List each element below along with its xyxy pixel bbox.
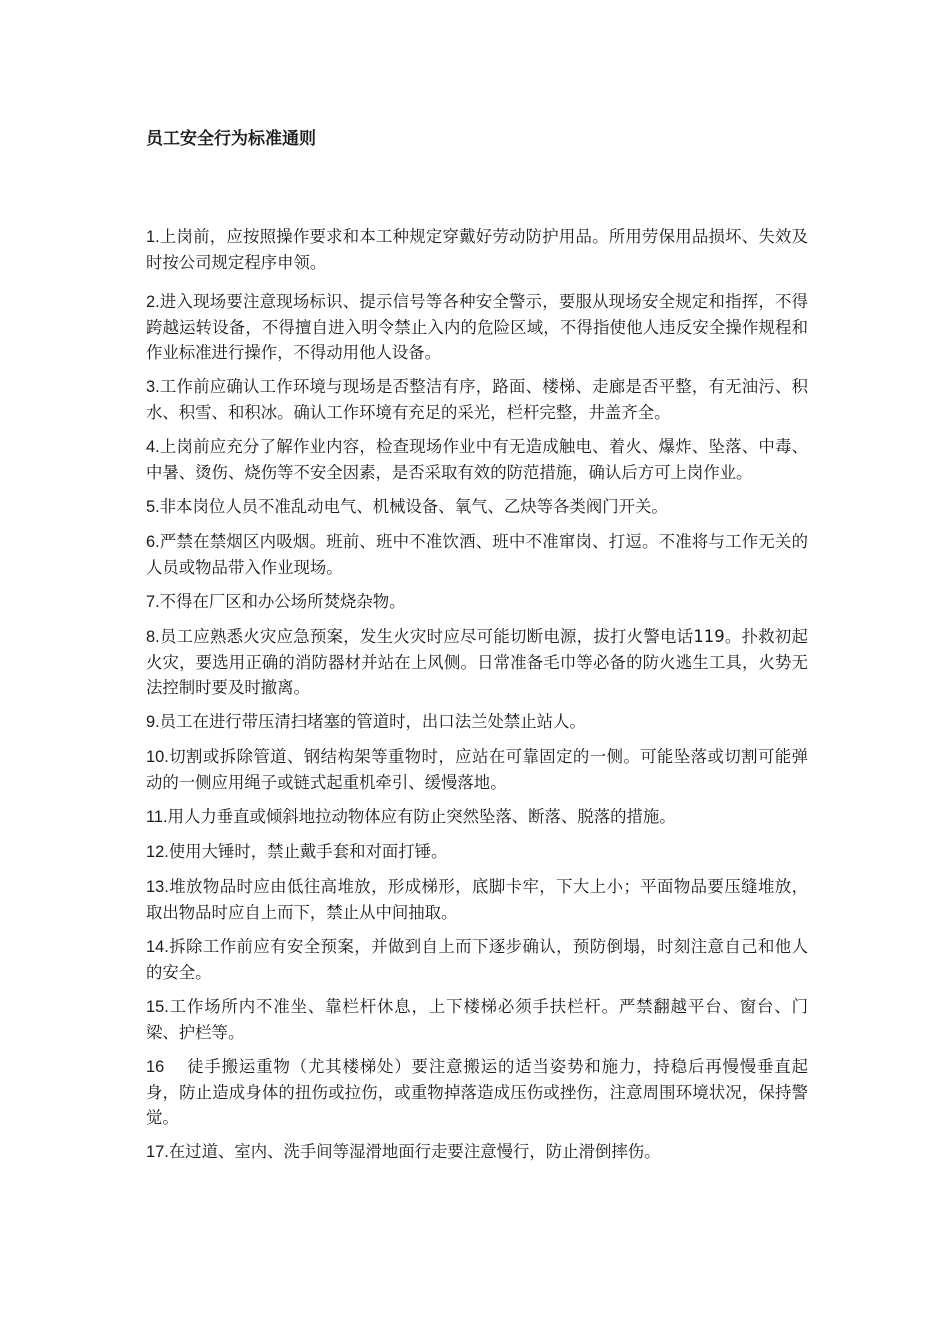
rule-number: 15. <box>146 998 169 1016</box>
rule-item <box>146 529 808 580</box>
rule-text: 员工应熟悉火灾应急预案，发生火灾时应尽可能切断电源，拔打火警电话119。扑救初起火灾，要选用正确的消防器材并站在上风侧。日常准备毛巾等必备的防火逃生工具，火势无法控制时要及时撤离。 <box>146 627 808 697</box>
rule-item <box>146 434 808 485</box>
rule-text: 堆放物品时应由低往高堆放，形成梯形，底脚卡牢，下大上小；平面物品要压缝堆放，取出物品时应自上而下，禁止从中间抽取。 <box>146 877 808 922</box>
rules-list <box>146 224 808 1174</box>
rule-text: 严禁在禁烟区内吸烟。班前、班中不准饮酒、班中不准窜岗、打逗。不准将与工作无关的人员或物品带入作业现场。 <box>146 532 808 577</box>
rule-number: 5. <box>146 498 160 516</box>
rule-number: 10. <box>146 748 169 766</box>
rule-text: 工作场所内不准坐、靠栏杆休息，上下楼梯必须手扶栏杆。严禁翻越平台、窗台、门梁、护栏等。 <box>146 997 808 1042</box>
rule-item <box>146 624 808 700</box>
rule-number: 16 <box>146 1058 165 1076</box>
rule-item <box>146 589 808 615</box>
rule-number: 6. <box>146 533 160 551</box>
rule-item <box>146 839 808 865</box>
rule-item <box>146 289 808 365</box>
rule-number: 12. <box>146 843 169 861</box>
rule-text: 使用大锤时，禁止戴手套和对面打锤。 <box>168 842 448 861</box>
rule-number: 1. <box>146 228 160 246</box>
rule-item <box>146 494 808 520</box>
rule-item <box>146 994 808 1045</box>
rule-text: 员工在进行带压清扫堵塞的管道时，出口法兰处禁止站人。 <box>159 712 586 731</box>
rule-item <box>146 804 808 830</box>
document-title: 员工安全行为标准通则 <box>146 129 316 149</box>
rule-text: 上岗前，应按照操作要求和本工种规定穿戴好劳动防护用品。所用劳保用品损坏、失效及时按公司规定程序申领。 <box>146 227 808 272</box>
rule-text: 上岗前应充分了解作业内容，检查现场作业中有无造成触电、着火、爆炸、坠落、中毒、中暑、烫伤、烧伤等不安全因素，是否采取有效的防范措施，确认后方可上岗作业。 <box>146 437 808 482</box>
rule-item <box>146 374 808 425</box>
rule-text: 在过道、室内、洗手间等湿滑地面行走要注意慢行，防止滑倒摔伤。 <box>168 1142 661 1161</box>
rule-number: 17. <box>146 1143 169 1161</box>
rule-text: 拆除工作前应有安全预案，并做到自上而下逐步确认，预防倒塌，时刻注意自己和他人的安全。 <box>146 937 808 982</box>
rule-text: 不得在厂区和办公场所焚烧杂物。 <box>159 592 406 611</box>
rule-item <box>146 224 808 275</box>
rule-number: 8. <box>146 628 160 646</box>
rule-text: 切割或拆除管道、钢结构架等重物时，应站在可靠固定的一侧。可能坠落或切割可能弹动的一侧应用绳子或链式起重机牵引、缓慢落地。 <box>146 747 808 792</box>
rule-number: 2. <box>146 293 160 311</box>
rule-text: 工作前应确认工作环境与现场是否整洁有序，路面、楼梯、走廊是否平整，有无油污、积水、积雪、和积冰。确认工作环境有充足的采光，栏杆完整，井盖齐全。 <box>146 377 808 422</box>
rule-number: 14. <box>146 938 169 956</box>
rule-text: 徒手搬运重物（尤其楼梯处）要注意搬运的适当姿势和施力，持稳后再慢慢垂直起身，防止造成身体的扭伤或拉伤，或重物掉落造成压伤或挫伤，注意周围环境状况，保持警觉。 <box>146 1057 808 1127</box>
rule-number: 3. <box>146 378 160 396</box>
rule-number: 11. <box>146 808 168 826</box>
rule-number: 4. <box>146 438 160 456</box>
rule-item <box>146 1139 808 1165</box>
rule-text: 用人力垂直或倾斜地拉动物体应有防止突然坠落、断落、脱落的措施。 <box>167 807 676 826</box>
rule-number: 9. <box>146 713 160 731</box>
rule-item <box>146 1054 808 1130</box>
rule-text: 进入现场要注意现场标识、提示信号等各种安全警示，要服从现场安全规定和指挥，不得跨越运转设备，不得擅自进入明令禁止入内的危险区域，不得指使他人违反安全操作规程和作业标准进行操作，不得动用他人设备。 <box>146 292 808 362</box>
rule-number: 13. <box>146 878 169 896</box>
rule-item <box>146 709 808 735</box>
rule-number: 7. <box>146 593 160 611</box>
rule-item <box>146 874 808 925</box>
rule-item <box>146 744 808 795</box>
rule-text: 非本岗位人员不准乱动电气、机械设备、氧气、乙炔等各类阀门开关。 <box>159 497 668 516</box>
rule-item <box>146 934 808 985</box>
